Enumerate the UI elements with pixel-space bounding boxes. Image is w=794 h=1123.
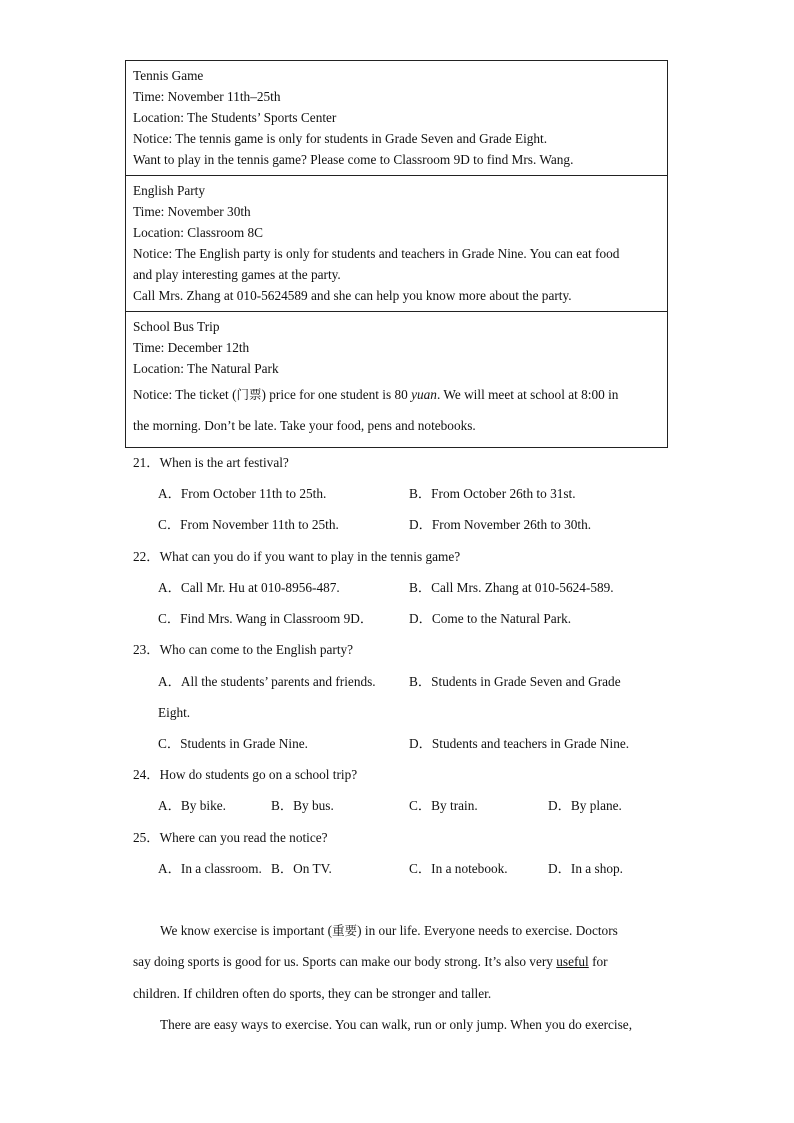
question-stem: 25．Where can you read the notice? [133,830,328,845]
option-d: D．By plane. [548,798,622,813]
option-c: C．Students in Grade Nine. [158,736,308,751]
notice-time: Time: December 12th [133,340,250,355]
option-b-wrap: Eight. [158,705,191,720]
option-d: D．Come to the Natural Park. [409,611,572,626]
question-stem: 23．Who can come to the English party? [133,642,354,657]
option-d: D．In a shop. [548,861,623,876]
notice-text-mid: ) price for one student is 80 [261,387,412,402]
passage-text: say doing sports is good for us. Sports can make our body strong. It’s also very [133,954,557,969]
notice-school-bus-trip [125,311,668,448]
option-a: A．All the students’ parents and friends. [158,674,376,689]
option-d: D．From November 26th to 30th. [409,517,592,532]
option-b: B．From October 26th to 31st. [409,486,576,501]
notice-text: Notice: The English party is only for students and teachers in Grade Nine. You can eat food [133,246,620,261]
notice-time: Time: November 11th–25th [133,89,281,104]
notice-text-italic: yuan [411,387,437,402]
option-a: A．Call Mr. Hu at 010-8956-487. [158,580,340,595]
passage-line-4: There are easy ways to exercise. You can walk, run or only jump. When you do exercise, [160,1017,633,1032]
option-d: D．Students and teachers in Grade Nine. [409,736,630,751]
notice-location: Location: Classroom 8C [133,225,264,240]
notice-title: Tennis Game [133,68,204,83]
passage-text: ) in our life. Everyone needs to exercise. Doctors [357,923,618,938]
notice-text-cn: 门票 [236,387,262,402]
option-b: B．On TV. [271,861,332,876]
option-b: B．Students in Grade Seven and Grade [409,674,621,689]
passage-line-3: children. If children often do sports, they can be stronger and taller. [133,986,492,1001]
question-stem: 22．What can you do if you want to play in the tennis game? [133,549,461,564]
notice-text-prefix: Notice: The ticket ( [133,387,237,402]
option-b: B．By bus. [271,798,334,813]
passage-line-1 [160,923,618,939]
notice-text-cont: the morning. Don’t be late. Take your food, pens and notebooks. [133,418,476,433]
passage-line-2 [133,954,608,970]
notice-text-cont: and play interesting games at the party. [133,267,341,282]
passage-cn: 重要 [332,923,358,938]
notice-location: Location: The Students’ Sports Center [133,110,337,125]
option-c: C．By train. [409,798,478,813]
option-c: C．From November 11th to 25th. [158,517,339,532]
notice-contact: Call Mrs. Zhang at 010-5624589 and she can help you know more about the party. [133,288,572,303]
notice-text [133,387,618,403]
notice-time: Time: November 30th [133,204,251,219]
option-a: A．In a classroom. [158,861,262,876]
option-c: C．Find Mrs. Wang in Classroom 9D． [158,611,374,626]
option-b: B．Call Mrs. Zhang at 010-5624-589. [409,580,614,595]
option-c: C．In a notebook. [409,861,508,876]
passage-text: We know exercise is important ( [160,923,333,938]
notice-text: Notice: The tennis game is only for students in Grade Seven and Grade Eight. [133,131,548,146]
notice-title: School Bus Trip [133,319,220,334]
notice-text-suffix: . We will meet at school at 8:00 in [436,387,619,402]
notice-english-party [125,175,668,312]
option-a: A．From October 11th to 25th. [158,486,327,501]
notice-location: Location: The Natural Park [133,361,279,376]
option-a: A．By bike. [158,798,226,813]
notice-contact: Want to play in the tennis game? Please come to Classroom 9D to find Mrs. Wang. [133,152,574,167]
notice-tennis-game [125,60,668,176]
passage-underlined-word: useful [556,954,589,969]
notice-title: English Party [133,183,206,198]
question-stem: 21．When is the art festival? [133,455,289,470]
passage-text: for [588,954,608,969]
question-stem: 24．How do students go on a school trip? [133,767,358,782]
